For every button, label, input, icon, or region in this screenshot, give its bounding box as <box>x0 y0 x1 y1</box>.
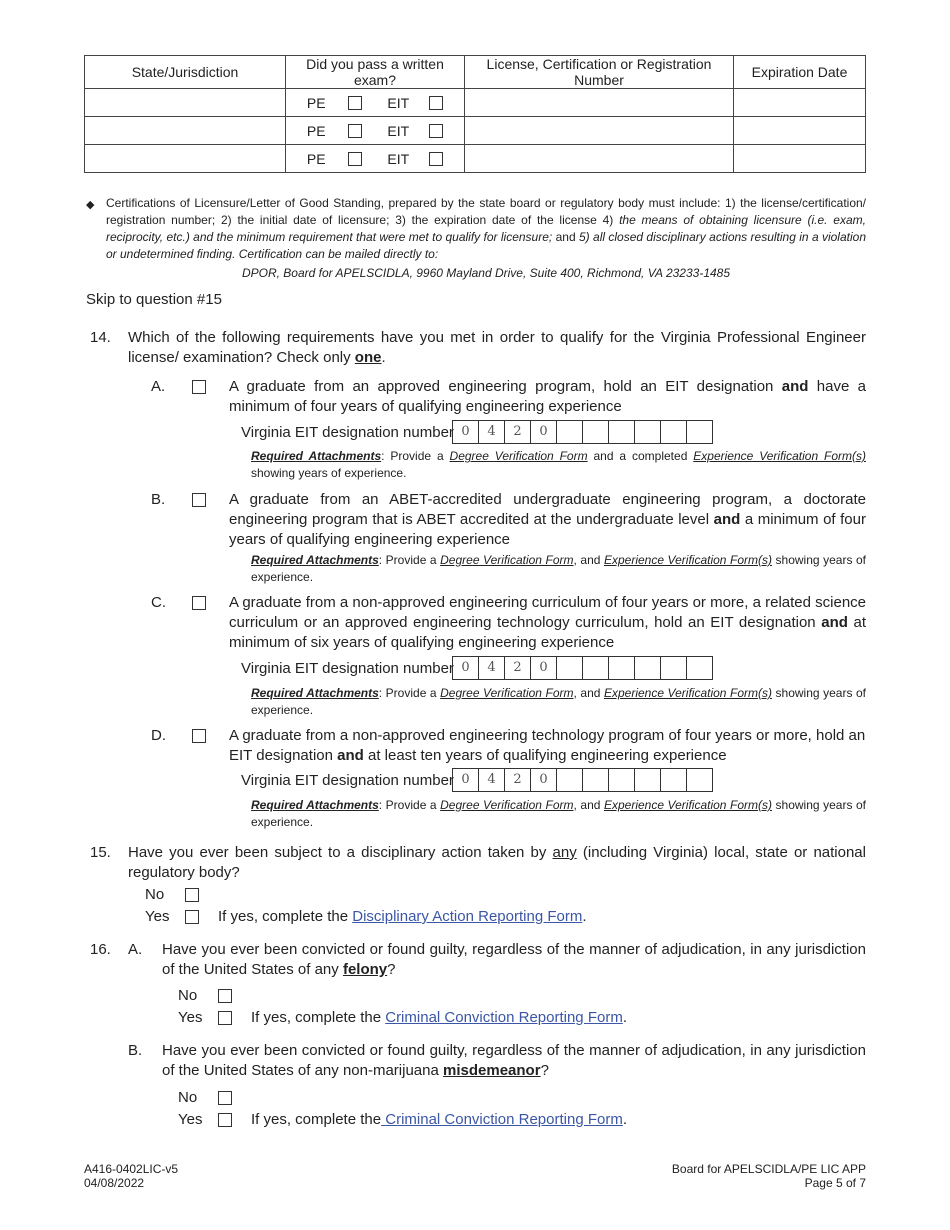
bullet-icon: ◆ <box>86 199 95 211</box>
option-b-letter: B. <box>151 491 166 508</box>
pe-label: PE <box>306 151 326 168</box>
pe-checkbox[interactable] <box>348 152 362 166</box>
exam-cell <box>286 117 465 145</box>
eit-checkbox[interactable] <box>429 96 443 110</box>
q16b-text: Have you ever been convicted or found guilty, regardless of the manner of adjudication, in any jurisdiction of the United States of any non-marijuana misdemeanor? <box>162 1042 866 1079</box>
pe-checkbox[interactable] <box>348 96 362 110</box>
q16a-yes-label: Yes <box>178 1009 203 1026</box>
q15-yes-checkbox[interactable] <box>185 910 199 924</box>
page-number: Page 5 of 7 <box>804 1176 866 1190</box>
footer-right <box>672 1162 866 1190</box>
certifications-note: Certifications of Licensure/Letter of Good Standing, prepared by the state board or regulatory body must include: 1) the license/certification/ registration number; 2) the initial date of licensure; 3) the expiration date of the license 4) the means of obtaining licensure (i.e. exam, reciprocity, etc.) and the minimum requirement that were met to qualify for licensure; and 5) all closed disciplinary actions resulting in a violation or undetermined finding. Certification can be mailed directly to: <box>106 196 866 261</box>
attachments-c: Required Attachments: Provide a Degree Verification Form, and Experience Verification Form(s) showing years of experience. <box>251 686 867 717</box>
q15-if-yes: If yes, complete the Disciplinary Action Reporting Form. <box>218 908 587 925</box>
exam-table <box>84 55 866 173</box>
q15-number: 15. <box>90 844 111 861</box>
expiration-cell[interactable] <box>734 145 866 173</box>
footer-left <box>84 1162 178 1190</box>
mailing-address: DPOR, Board for APELSCIDLA, 9960 Mayland Drive, Suite 400, Richmond, VA 23233-1485 <box>241 266 731 280</box>
q15-no-checkbox[interactable] <box>185 888 199 902</box>
pe-label: PE <box>306 95 326 112</box>
form-id: A416-0402LIC-v5 <box>84 1162 179 1176</box>
table-header: State/Jurisdiction <box>85 56 286 89</box>
attachments-d: Required Attachments: Provide a Degree Verification Form, and Experience Verification Form(s) showing years of experience. <box>251 798 867 829</box>
eit-label: EIT <box>387 95 410 112</box>
pe-label: PE <box>306 123 326 140</box>
option-b-checkbox[interactable] <box>192 493 206 507</box>
option-c-letter: C. <box>151 594 166 611</box>
eit-number-field-d[interactable]: 0 4 2 0 <box>452 768 713 792</box>
state-cell[interactable] <box>85 145 286 173</box>
criminal-form-link[interactable]: Criminal Conviction Reporting Form <box>385 1009 623 1026</box>
board-name: Board for APELSCIDLA/PE LIC APP <box>671 1162 866 1176</box>
q15-text: Have you ever been subject to a disciplinary action taken by any (including Virginia) local, state or national regulatory body? <box>128 844 866 881</box>
eit-label-d: Virginia EIT designation number <box>241 772 454 789</box>
table-header: Did you pass a written exam? <box>286 56 465 89</box>
attachments-b: Required Attachments: Provide a Degree Verification Form, and Experience Verification Form(s) showing years of experience. <box>251 553 867 584</box>
q16b-yes-checkbox[interactable] <box>218 1113 232 1127</box>
table-row <box>85 117 866 145</box>
eit-label: EIT <box>387 123 410 140</box>
q16a-no-checkbox[interactable] <box>218 989 232 1003</box>
table-row <box>85 89 866 117</box>
state-cell[interactable] <box>85 117 286 145</box>
q16a-no-label: No <box>178 987 198 1004</box>
expiration-cell[interactable] <box>734 89 866 117</box>
q16b-yes-label: Yes <box>178 1111 203 1128</box>
expiration-cell[interactable] <box>734 117 866 145</box>
q16a-letter: A. <box>128 941 143 958</box>
option-a-text: A graduate from an approved engineering program, hold an EIT designation and have a minimum of four years of qualifying engineering experience <box>229 378 866 415</box>
eit-number-field-a[interactable]: 0 4 2 0 <box>452 420 713 444</box>
form-date: 04/08/2022 <box>84 1176 145 1190</box>
eit-number-field-c[interactable]: 0 4 2 0 <box>452 656 713 680</box>
eit-label: EIT <box>387 151 410 168</box>
attachments-a: Required Attachments: Provide a Degree Verification Form and a completed Experience Verification Form(s) showing years of experience. <box>251 449 867 480</box>
q16b-no-checkbox[interactable] <box>218 1091 232 1105</box>
option-d-checkbox[interactable] <box>192 729 206 743</box>
pe-checkbox[interactable] <box>348 124 362 138</box>
skip-instruction: Skip to question #15 <box>86 291 222 308</box>
q16a-yes-checkbox[interactable] <box>218 1011 232 1025</box>
eit-label-c: Virginia EIT designation number <box>241 660 454 677</box>
q16a-text: Have you ever been convicted or found guilty, regardless of the manner of adjudication, in any jurisdiction of the United States of any felony? <box>162 941 866 978</box>
option-d-text: A graduate from a non-approved engineering technology program of four years or more, hold an EIT designation and at least ten years of qualifying engineering experience <box>229 727 866 764</box>
q16-number: 16. <box>90 941 111 958</box>
criminal-form-link[interactable]: Criminal Conviction Reporting Form <box>381 1111 623 1128</box>
eit-checkbox[interactable] <box>429 124 443 138</box>
license-cell[interactable] <box>465 117 734 145</box>
license-cell[interactable] <box>465 145 734 173</box>
q14-text: Which of the following requirements have you met in order to qualify for the Virginia Professional Engineer license/ examination? Check only one. <box>128 329 866 366</box>
license-cell[interactable] <box>465 89 734 117</box>
exam-cell <box>286 89 465 117</box>
q16a-if-yes: If yes, complete the Criminal Conviction Reporting Form. <box>251 1009 627 1026</box>
option-c-checkbox[interactable] <box>192 596 206 610</box>
q15-yes-label: Yes <box>145 908 170 925</box>
table-header: License, Certification or Registration Number <box>465 56 734 89</box>
q16b-letter: B. <box>128 1042 143 1059</box>
table-header: Expiration Date <box>734 56 866 89</box>
option-c-text: A graduate from a non-approved engineering curriculum of four years or more, a related science curriculum or an approved engineering technology curriculum, hold an EIT designation and at minimum of six years of qualifying engineering experience <box>229 594 867 651</box>
option-b-text: A graduate from an ABET-accredited undergraduate engineering program, a doctorate engineering program that is ABET accredited at the undergraduate level and a minimum of four years of qualifying engineering experience <box>229 491 866 548</box>
q15-no-label: No <box>145 886 165 903</box>
option-d-letter: D. <box>151 727 166 744</box>
eit-label-a: Virginia EIT designation number <box>241 424 454 441</box>
table-row <box>85 145 866 173</box>
disciplinary-form-link[interactable]: Disciplinary Action Reporting Form <box>352 908 583 925</box>
q14-number: 14. <box>90 329 111 346</box>
q16b-if-yes: If yes, complete the Criminal Conviction Reporting Form. <box>251 1111 627 1128</box>
option-a-checkbox[interactable] <box>192 380 206 394</box>
q16b-no-label: No <box>178 1089 198 1106</box>
exam-cell <box>286 145 465 173</box>
state-cell[interactable] <box>85 89 286 117</box>
option-a-letter: A. <box>151 378 166 395</box>
eit-checkbox[interactable] <box>429 152 443 166</box>
